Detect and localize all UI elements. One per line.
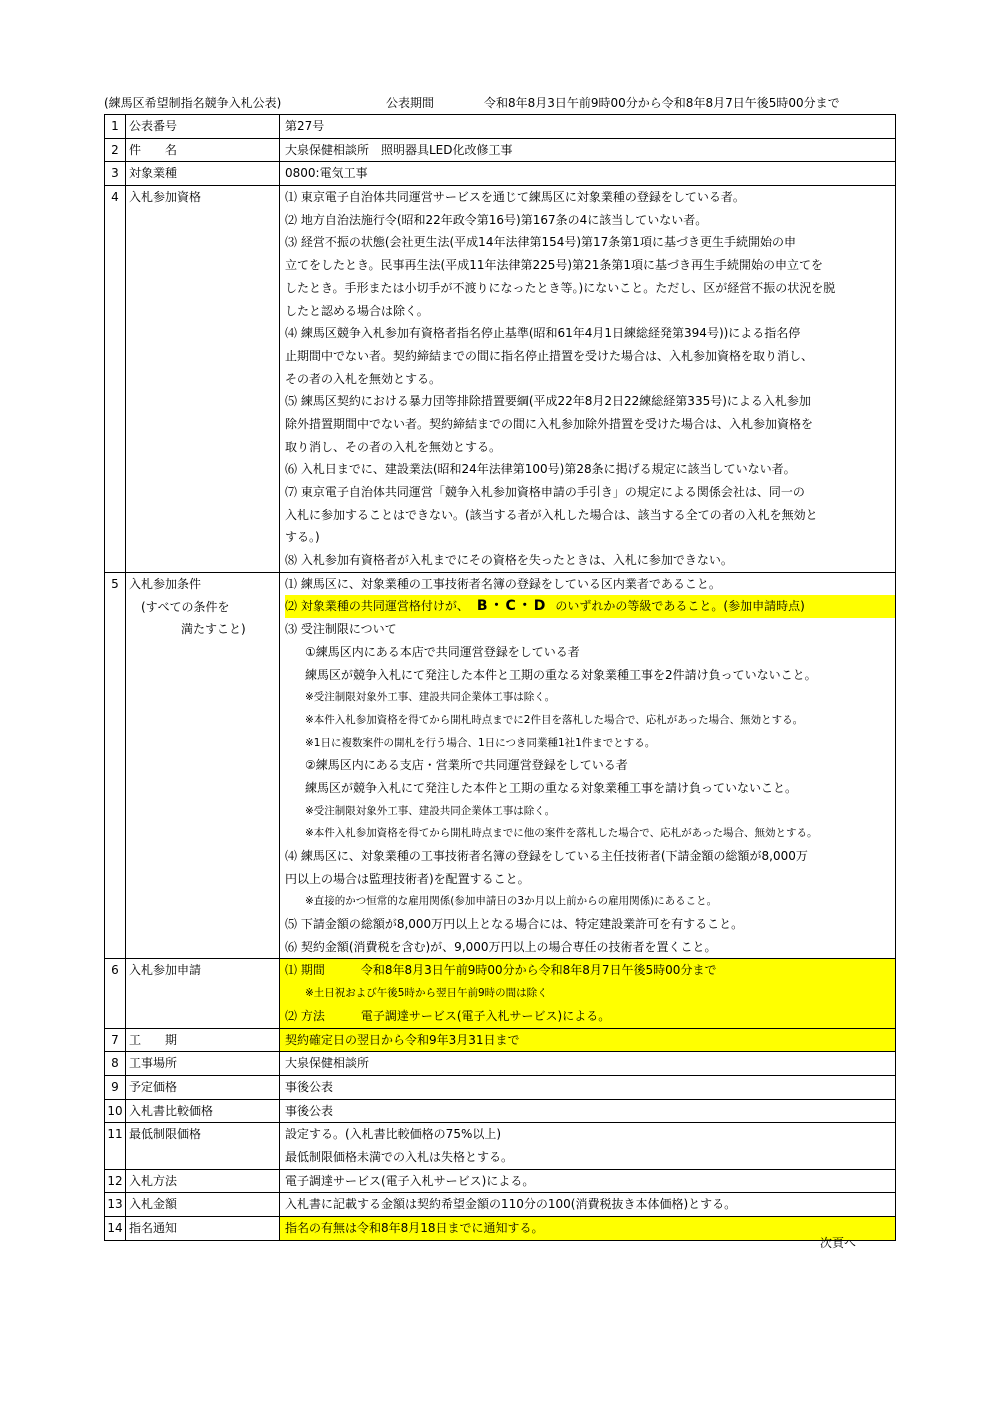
row-number: 4 (105, 186, 126, 573)
row-number: 13 (105, 1193, 126, 1217)
content-line: ②練馬区内にある支店・営業所で共同運営登録をしている者 (305, 758, 628, 773)
item-content (280, 1123, 896, 1169)
item-label (126, 186, 280, 573)
row-number: 6 (105, 959, 126, 1028)
row-number: 10 (105, 1099, 126, 1123)
content-line: 第27号 (285, 119, 325, 133)
note-line: ※本件入札参加資格を得てから開札時点までに2件目を落札した場合で、応札があった場合、無効とする。 (305, 713, 804, 726)
item-content (280, 959, 896, 1028)
content-line: 取り消し、その者の入札を無効とする。 (285, 439, 502, 454)
item-content (280, 1169, 896, 1193)
content-line: 指名の有無は令和8年8月18日までに通知する。 (285, 1221, 544, 1236)
content-line: ⑷ 練馬区競争入札参加有資格者指名停止基準(昭和61年4月1日練総経発第394号))による指名停 (285, 326, 801, 341)
content-line: ⑹ 契約金額(消費税を含む)が、9,000万円以上の場合専任の技術者を置くこと。 (285, 939, 717, 954)
content-line: ⑵ 地方自治法施行令(昭和22年政令第16号)第167条の4に該当していない者。 (285, 212, 708, 227)
item-label (126, 138, 280, 162)
item-content (280, 1193, 896, 1217)
highlighted-line (285, 595, 895, 618)
row-number: 9 (105, 1075, 126, 1099)
publication-period-label: 公表期間 (386, 96, 435, 110)
content-line: ⑴ 練馬区に、対象業種の工事技術者名簿の登録をしている区内業者であること。 (285, 576, 721, 591)
content-line: 円以上の場合は監理技術者)を配置すること。 (285, 871, 530, 886)
item-label-text: 入札参加資格 (129, 190, 202, 205)
note-line: ※本件入札参加資格を得てから開札時点までに他の案件を落札した場合で、応札があった場合、無効とする。 (305, 827, 818, 840)
item-label-text: 対象業種 (129, 166, 178, 181)
row-number: 8 (105, 1052, 126, 1076)
content-line: ⑹ 入札日までに、建設業法(昭和24年法律第100号)第28条に掲げる規定に該当していない者。 (285, 462, 796, 477)
item-label-note: (すべての条件を (141, 599, 230, 614)
item-label (126, 1028, 280, 1052)
item-content (280, 1052, 896, 1076)
item-label-text: 工 期 (129, 1032, 178, 1047)
content-line: ①練馬区内にある本店で共同運営登録をしている者 (305, 644, 580, 659)
table-row (105, 138, 896, 162)
table-row (105, 1028, 896, 1052)
note-line: ※受注制限対象外工事、建設共同企業体工事は除く。 (305, 691, 556, 704)
item-label (126, 1169, 280, 1193)
content-line: ⑶ 受注制限について (285, 622, 397, 637)
table-row (105, 1169, 896, 1193)
item-label (126, 115, 280, 139)
item-label (126, 572, 280, 959)
item-content (280, 1099, 896, 1123)
item-label-text: 入札参加申請 (129, 963, 202, 978)
table-row (105, 162, 896, 186)
content-line: 立てをしたとき。民事再生法(平成11年法律第225号)第21条第1項に基づき再生手続開始の申立てを (285, 258, 823, 273)
note-line: ※土日祝および午後5時から翌日午前9時の間は除く (305, 987, 548, 1000)
content-line: したとき。手形または小切手が不渡りになったとき等。)にないこと。ただし、区が経営不振の状況を脱 (285, 280, 836, 295)
content-line: 設定する。(入札書比較価格の75%以上) (285, 1127, 502, 1142)
item-content (280, 1028, 896, 1052)
item-label-text: 工事場所 (129, 1056, 178, 1071)
table-row (105, 1099, 896, 1123)
note-line: ※直接的かつ恒常的な雇用関係(参加申請日の3か月以上前からの雇用関係)にあること。 (305, 895, 718, 908)
row-number: 5 (105, 572, 126, 959)
row-number: 11 (105, 1123, 126, 1169)
rating-grades: B・C・D (476, 598, 548, 615)
publication-period-value: 令和8年8月3日午前9時00分から令和8年8月7日午後5時00分まで (484, 96, 840, 110)
period-label: ⑴ 期間 (285, 963, 325, 978)
table-row (105, 1123, 896, 1169)
content-line: その者の入札を無効とする。 (285, 371, 442, 386)
content-line: ⑻ 入札参加有資格者が入札までにその資格を失ったときは、入札に参加できない。 (285, 553, 733, 568)
content-line: 止期間中でない者。契約締結までの間に指名停止措置を受けた場合は、入札参加資格を取り消し、 (285, 348, 814, 363)
row-number: 14 (105, 1217, 126, 1241)
item-label-text: 最低制限価格 (129, 1127, 202, 1142)
table-row (105, 115, 896, 139)
row-number: 2 (105, 138, 126, 162)
item-content (280, 186, 896, 573)
document-header (104, 94, 894, 112)
content-line: ⑸ 下請金額の総額が8,000万円以上となる場合には、特定建設業許可を有すること。 (285, 917, 744, 932)
rating-condition-text: ⑵ 対象業種の共同運営格付けが、 (285, 599, 469, 614)
table-row (105, 186, 896, 573)
item-label-text: 入札参加条件 (129, 576, 202, 591)
row-number: 7 (105, 1028, 126, 1052)
content-line: ⑺ 東京電子自治体共同運営「競争入札参加資格申請の手引き」の規定による関係会社は、同一の (285, 485, 805, 500)
next-page-note: 次頁へ (820, 1236, 857, 1250)
row-number: 3 (105, 162, 126, 186)
item-label (126, 1099, 280, 1123)
content-line: ⑶ 経営不振の状態(会社更生法(平成14年法律第154号)第17条第1項に基づき更生手続開始の申 (285, 235, 796, 250)
content-line: 入札書に記載する金額は契約希望金額の110分の100(消費税抜き本体価格)とする。 (285, 1197, 737, 1212)
tender-info-table (104, 114, 896, 1241)
item-label-text: 指名通知 (129, 1221, 178, 1236)
item-label (126, 959, 280, 1028)
item-label (126, 162, 280, 186)
content-line: 練馬区が競争入札にて発注した本件と工期の重なる対象業種工事を請け負っていないこと。 (305, 780, 798, 795)
content-line: ⑸ 練馬区契約における暴力団等排除措置要綱(平成22年8月2日22練総経第335号)による入札参加 (285, 394, 811, 409)
item-label (126, 1217, 280, 1241)
content-line: 最低制限価格未満での入札は失格とする。 (285, 1150, 514, 1165)
table-row (105, 572, 896, 959)
item-content (280, 138, 896, 162)
method-label: ⑵ 方法 (285, 1008, 325, 1023)
content-line: 入札に参加することはできない。(該当する者が入札した場合は、該当する全ての者の入札を無効と (285, 507, 818, 522)
content-line (285, 959, 895, 982)
content-line: 電子調達サービス(電子入札サービス)による。 (285, 1173, 535, 1188)
item-label (126, 1123, 280, 1169)
content-line: 大泉保健相談所 (285, 1056, 370, 1071)
content-line: したと認める場合は除く。 (285, 303, 429, 318)
content-line: 0800:電気工事 (285, 166, 368, 181)
table-row (105, 1052, 896, 1076)
item-content (280, 115, 896, 139)
table-row (105, 1193, 896, 1217)
table-row (105, 1217, 896, 1241)
content-line: 事後公表 (285, 1103, 334, 1118)
item-label (126, 1193, 280, 1217)
document-title: (練馬区希望制指名競争入札公表) (104, 96, 282, 110)
table-row (105, 1075, 896, 1099)
content-line: 除外措置期間中でない者。契約締結までの間に入札参加除外措置を受けた場合は、入札参加資格を (285, 416, 814, 431)
item-content (280, 162, 896, 186)
content-line: ⑷ 練馬区に、対象業種の工事技術者名簿の登録をしている主任技術者(下請金額の総額が8,000万 (285, 849, 808, 864)
row-number: 1 (105, 115, 126, 139)
item-content (280, 1217, 896, 1241)
method-value: 電子調達サービス(電子入札サービス)による。 (360, 1008, 611, 1023)
item-label-text: 公表番号 (129, 119, 178, 133)
content-line (285, 1005, 895, 1028)
content-line: 練馬区が競争入札にて発注した本件と工期の重なる対象業種工事を2件請け負っていないこと。 (305, 667, 817, 682)
item-label-text: 入札書比較価格 (129, 1103, 214, 1118)
note-line: ※受注制限対象外工事、建設共同企業体工事は除く。 (305, 804, 556, 817)
item-content (280, 1075, 896, 1099)
item-label-note: 満たすこと) (181, 622, 246, 637)
item-label-text: 入札方法 (129, 1173, 178, 1188)
item-label (126, 1052, 280, 1076)
content-line: 契約確定日の翌日から令和9年3月31日まで (285, 1032, 520, 1047)
period-value: 令和8年8月3日午前9時00分から令和8年8月7日午後5時00分まで (360, 963, 717, 978)
item-label-text: 入札金額 (129, 1197, 178, 1212)
content-line: する。) (285, 530, 320, 545)
item-label-text: 予定価格 (129, 1079, 178, 1094)
row-number: 12 (105, 1169, 126, 1193)
table-row (105, 959, 896, 1028)
content-line: 事後公表 (285, 1079, 334, 1094)
note-line: ※1日に複数案件の開札を行う場合、1日につき同業種1社1件までとする。 (305, 736, 656, 749)
content-line: ⑴ 東京電子自治体共同運営サービスを通じて練馬区に対象業種の登録をしている者。 (285, 190, 745, 205)
rating-condition-text: のいずれかの等級であること。(参加申請時点) (555, 599, 805, 614)
content-line: 大泉保健相談所 照明器具LED化改修工事 (285, 142, 513, 157)
item-content (280, 572, 896, 959)
item-label-text: 件 名 (129, 142, 178, 157)
item-label (126, 1075, 280, 1099)
